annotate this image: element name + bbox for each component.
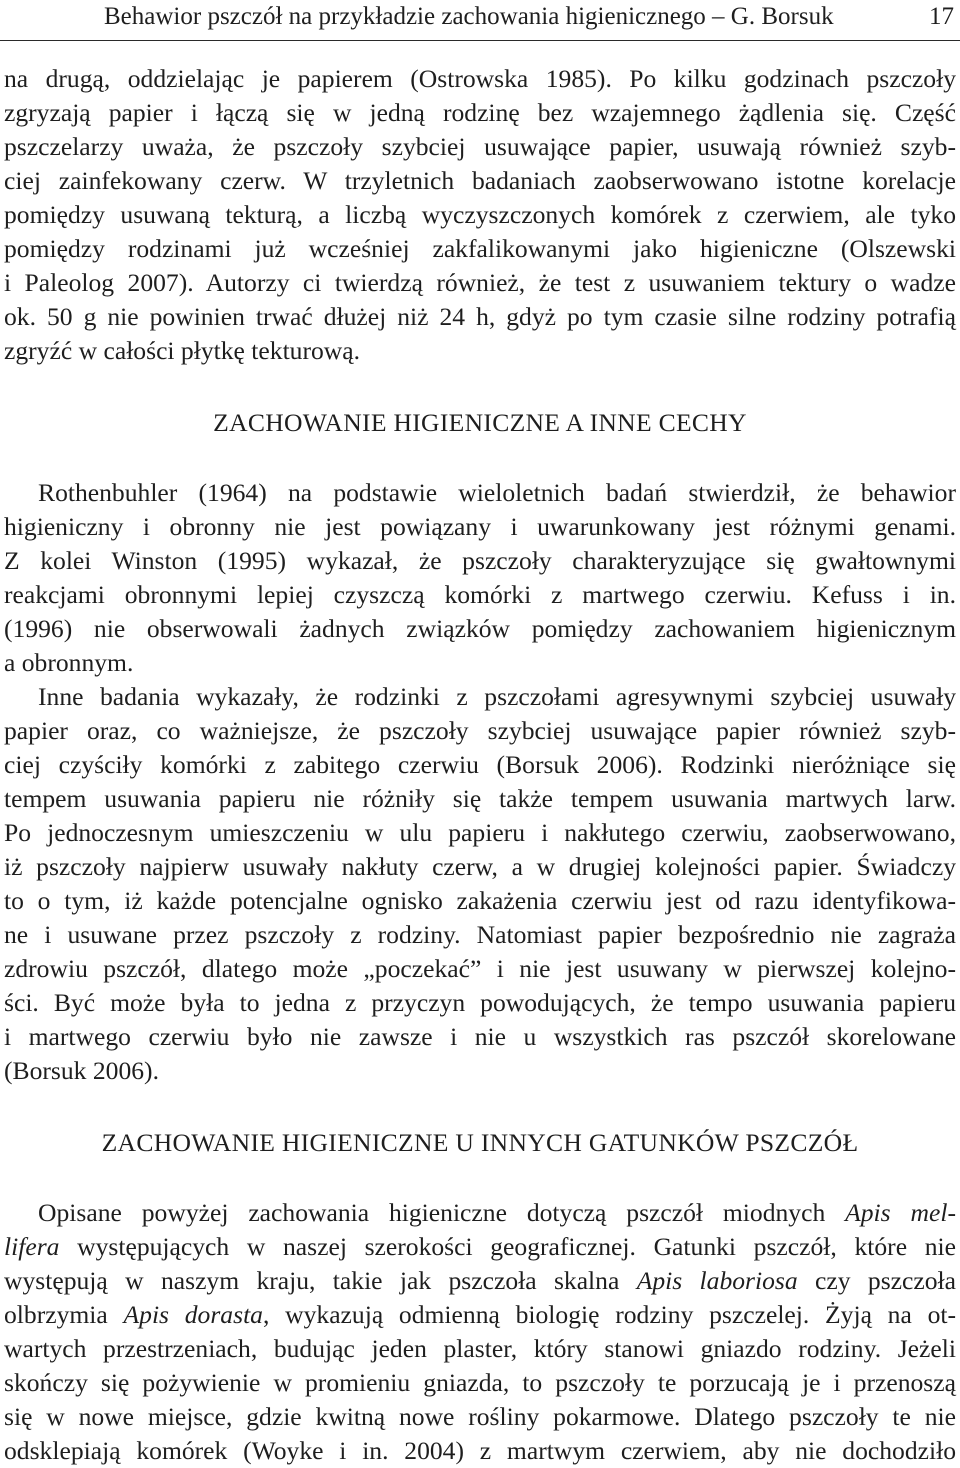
text-line: się w nowe miejsce, gdzie kwitną nowe rośliny pokarmowe. Dlatego pszczoły te nie <box>4 1402 956 1431</box>
text-run: występujących w naszej szerokości geograficznej. Gatunki pszczół, które nie <box>77 1232 956 1261</box>
text-line: a obronnym. <box>4 648 134 677</box>
text-line: ok. 50 g nie powinien trwać dłużej niż 24 h, gdyż po tym czasie silne rodziny potrafią <box>4 302 956 331</box>
text-line <box>4 1298 956 1332</box>
text-line: Po jednoczesnym umieszczeniu w ulu papieru i nakłutego czerwiu, zaobserwowano, <box>4 818 956 847</box>
text-line: odsklepiają komórek (Woyke i in. 2004) z martwym czerwiem, aby nie dochodziło <box>4 1436 956 1465</box>
running-header <box>0 0 960 41</box>
species-name: Apis dorasta <box>123 1300 263 1329</box>
text-line: ciej czyściły komórki z zabitego czerwiu (Borsuk 2006). Rodzinki nieróżniące się <box>4 750 956 779</box>
running-title: Behawior pszczół na przykładzie zachowania higienicznego – G. Borsuk <box>104 3 834 30</box>
text-line: pszczelarzy uważa, że pszczoły szybciej usuwające papier, usuwają również szyb- <box>4 132 956 161</box>
page-number: 17 <box>929 3 954 30</box>
species-name: lifera <box>4 1232 60 1261</box>
text-line: ne i usuwane przez pszczoły z rodziny. Natomiast papier bezpośrednio nie zagraża <box>4 920 956 949</box>
text-line: zgryźć w całości płytkę tekturową. <box>4 336 361 365</box>
text-line: higieniczny i obronny nie jest powiązany i uwarunkowany jest różnymi genami. <box>4 512 956 541</box>
text-line: Inne badania wykazały, że rodzinki z pszczołami agresywnymi szybciej usuwały <box>38 682 956 711</box>
text-line: reakcjami obronnymi lepiej czyszczą komórki z martwego czerwiu. Kefuss i in. <box>4 580 956 609</box>
text-line <box>4 1230 956 1264</box>
section-heading: ZACHOWANIE HIGIENICZNE A INNE CECHY <box>213 408 747 437</box>
text-line: (1996) nie obserwowali żadnych związków pomiędzy zachowaniem higienicznym <box>4 614 956 643</box>
section-heading: ZACHOWANIE HIGIENICZNE U INNYCH GATUNKÓW PSZCZÓŁ <box>101 1128 859 1157</box>
text-line: zgryzają papier i łączą się w jedną rodzinę bez wzajemnego żądlenia się. Część <box>4 98 956 127</box>
text-line: ciej zainfekowany czerw. W trzyletnich badaniach zaobserwowano istotne korelacje <box>4 166 956 195</box>
text-line: i Paleolog 2007). Autorzy ci twierdzą również, że test z usuwaniem tektury o wadze <box>4 268 956 297</box>
text-line: to o tym, iż każde potencjalne ognisko zakażenia czerwiu jest od razu identyfikowa- <box>4 886 956 915</box>
text-line: papier oraz, co ważniejsze, że pszczoły szybciej usuwające papier również szyb- <box>4 716 956 745</box>
text-run: olbrzymia <box>4 1300 108 1329</box>
text-line: pomiędzy usuwaną tekturą, a liczbą wyczyszczonych komórek z czerwiem, ale tyko <box>4 200 956 229</box>
text-line: zdrowiu pszczół, dlatego może „poczekać” i nie jest usuwany w pierwszej kolejno- <box>4 954 956 983</box>
text-line: (Borsuk 2006). <box>4 1056 159 1085</box>
text-line <box>4 1196 956 1230</box>
text-line: iż pszczoły najpierw usuwały nakłuty czerw, a w drugiej kolejności papier. Świadczy <box>4 852 956 881</box>
text-line: wartych przestrzeniach, budując jeden plaster, który stanowi gniazdo rodziny. Jeżeli <box>4 1334 956 1363</box>
text-line: ści. Być może była to jedna z przyczyn powodujących, że tempo usuwania papieru <box>4 988 956 1017</box>
text-line: na drugą, oddzielając je papierem (Ostrowska 1985). Po kilku godzinach pszczoły <box>4 64 956 93</box>
species-name: Apis mel- <box>845 1198 956 1227</box>
text-line: Z kolei Winston (1995) wykazał, że pszczoły charakteryzujące się gwałtownymi <box>4 546 956 575</box>
text-line: i martwego czerwiu było nie zawsze i nie u wszystkich ras pszczół skorelowane <box>4 1022 956 1051</box>
text-run: występują w naszym kraju, takie jak pszczoła skalna <box>4 1266 620 1295</box>
text-line: skończy się pożywienie w promieniu gniazda, to pszczoły te porzucają je i przenoszą <box>4 1368 956 1397</box>
text-line <box>4 1264 956 1298</box>
text-run: , wykazują odmienną biologię rodziny pszczelej. Żyją na ot- <box>262 1300 956 1329</box>
text-line: Rothenbuhler (1964) na podstawie wieloletnich badań stwierdził, że behawior <box>38 478 956 507</box>
text-line: tempem usuwania papieru nie różniły się także tempem usuwania martwych larw. <box>4 784 956 813</box>
text-run: Opisane powyżej zachowania higieniczne dotyczą pszczół miodnych <box>38 1198 826 1227</box>
text-line: pomiędzy rodzinami już wcześniej zakfalikowanymi jako higieniczne (Olszewski <box>4 234 956 263</box>
species-name: Apis laboriosa <box>636 1266 798 1295</box>
text-run: czy pszczoła <box>815 1266 956 1295</box>
